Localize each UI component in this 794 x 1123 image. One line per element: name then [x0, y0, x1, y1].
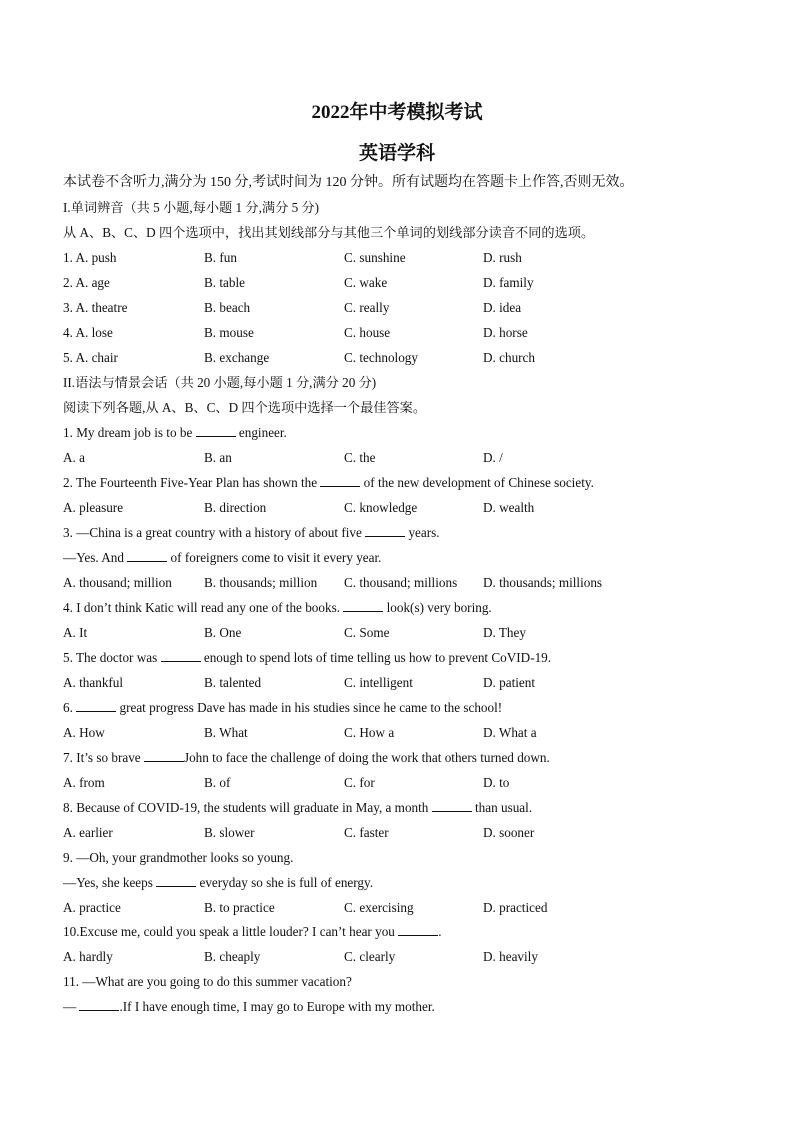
option-b: B. exchange	[204, 350, 270, 365]
answer-blank	[320, 474, 360, 487]
question-stem: 4. I don’t think Katic will read any one of the books. look(s) very boring.	[63, 600, 492, 615]
option-b: B. beach	[204, 300, 251, 315]
option-b: B. What	[204, 725, 248, 740]
option-b: B. of	[204, 775, 231, 790]
section2-instruction: 阅读下列各题,从 A、B、C、D 四个选项中选择一个最佳答案。	[63, 400, 427, 415]
option-d: D. They	[483, 625, 526, 640]
option-d: D. horse	[483, 325, 528, 340]
option-d: D. to	[483, 775, 510, 790]
option-d: D. patient	[483, 675, 536, 690]
answer-blank	[79, 998, 119, 1011]
option-b: B. thousands; million	[204, 575, 318, 590]
option-a: A. pleasure	[63, 500, 124, 515]
question-stem: 3. —China is a great country with a history of about five years.	[63, 525, 440, 540]
option-a: 2. A. age	[63, 275, 110, 290]
option-d: D. heavily	[483, 949, 538, 964]
question-stem: 10.Excuse me, could you speak a little louder? I can’t hear you .	[63, 924, 442, 939]
option-b: B. talented	[204, 675, 262, 690]
answer-blank	[432, 799, 472, 812]
option-a: A. practice	[63, 900, 121, 915]
answer-blank	[365, 524, 405, 537]
option-c: C. How a	[344, 725, 395, 740]
option-c: C. technology	[344, 350, 418, 365]
option-b: B. table	[204, 275, 246, 290]
option-c: C. clearly	[344, 949, 396, 964]
option-d: D. idea	[483, 300, 522, 315]
option-c: C. faster	[344, 825, 389, 840]
section1-instruction: 从 A、B、C、D 四个选项中，找出其划线部分与其他三个单词的划线部分读音不同的选项。	[63, 225, 595, 240]
option-d: D. What a	[483, 725, 537, 740]
option-a: A. thankful	[63, 675, 124, 690]
option-c: C. for	[344, 775, 375, 790]
answer-blank	[76, 699, 116, 712]
option-a: A. from	[63, 775, 105, 790]
option-a: A. a	[63, 450, 85, 465]
question-stem: 9. —Oh, your grandmother looks so young.	[63, 850, 294, 865]
option-a: A. hardly	[63, 949, 113, 964]
question-stem: 6. great progress Dave has made in his studies since he came to the school!	[63, 700, 503, 715]
answer-blank	[156, 874, 196, 887]
option-c: C. knowledge	[344, 500, 418, 515]
option-d: D. sooner	[483, 825, 535, 840]
option-c: C. house	[344, 325, 391, 340]
option-b: B. slower	[204, 825, 255, 840]
option-d: D. /	[483, 450, 503, 465]
option-c: C. thousand; millions	[344, 575, 458, 590]
answer-blank	[144, 749, 184, 762]
option-b: B. to practice	[204, 900, 275, 915]
option-a: A. It	[63, 625, 88, 640]
option-a: A. thousand; million	[63, 575, 172, 590]
question-dialogue: —Yes. And of foreigners come to visit it every year.	[63, 550, 382, 565]
option-c: C. exercising	[344, 900, 414, 915]
section2-heading: II.语法与情景会话（共 20 小题,每小题 1 分,满分 20 分)	[63, 375, 377, 390]
answer-blank	[127, 549, 167, 562]
option-c: C. intelligent	[344, 675, 413, 690]
option-a: A. How	[63, 725, 105, 740]
option-a: A. earlier	[63, 825, 113, 840]
option-b: B. direction	[204, 500, 267, 515]
option-b: B. cheaply	[204, 949, 261, 964]
option-a: 4. A. lose	[63, 325, 113, 340]
question-dialogue: — .If I have enough time, I may go to Europe with my mother.	[63, 999, 435, 1014]
option-b: B. mouse	[204, 325, 254, 340]
option-a: 5. A. chair	[63, 350, 118, 365]
exam-intro: 本试卷不含听力,满分为 150 分,考试时间为 120 分钟。所有试题均在答题卡上作答,否则无效。	[63, 175, 634, 190]
question-stem: 1. My dream job is to be engineer.	[63, 425, 287, 440]
section1-heading: I.单词辨音（共 5 小题,每小题 1 分,满分 5 分)	[63, 200, 320, 215]
option-c: C. really	[344, 300, 390, 315]
exam-title: 2022年中考模拟考试	[311, 102, 483, 123]
option-b: B. One	[204, 625, 242, 640]
option-d: D. thousands; millions	[483, 575, 603, 590]
option-d: D. church	[483, 350, 535, 365]
option-d: D. wealth	[483, 500, 535, 515]
option-a: 3. A. theatre	[63, 300, 128, 315]
option-d: D. rush	[483, 250, 522, 265]
question-stem: 2. The Fourteenth Five-Year Plan has shown the of the new development of Chinese society.	[63, 475, 594, 490]
option-c: C. wake	[344, 275, 388, 290]
option-d: D. family	[483, 275, 534, 290]
option-d: D. practiced	[483, 900, 548, 915]
option-b: B. an	[204, 450, 232, 465]
answer-blank	[398, 923, 438, 936]
option-c: C. sunshine	[344, 250, 406, 265]
question-stem: 7. It’s so brave John to face the challenge of doing the work that others turned down.	[63, 750, 550, 765]
question-dialogue: —Yes, she keeps everyday so she is full of energy.	[63, 875, 374, 890]
option-a: 1. A. push	[63, 250, 117, 265]
subject-title: 英语学科	[358, 143, 435, 164]
answer-blank	[343, 599, 383, 612]
question-stem: 5. The doctor was enough to spend lots of time telling us how to prevent CoVID-19.	[63, 650, 552, 665]
question-stem: 8. Because of COVID-19, the students will graduate in May, a month than usual.	[63, 800, 533, 815]
option-c: C. the	[344, 450, 376, 465]
option-b: B. fun	[204, 250, 237, 265]
answer-blank	[161, 649, 201, 662]
question-stem: 11. —What are you going to do this summer vacation?	[63, 974, 352, 989]
answer-blank	[196, 424, 236, 437]
option-c: C. Some	[344, 625, 390, 640]
